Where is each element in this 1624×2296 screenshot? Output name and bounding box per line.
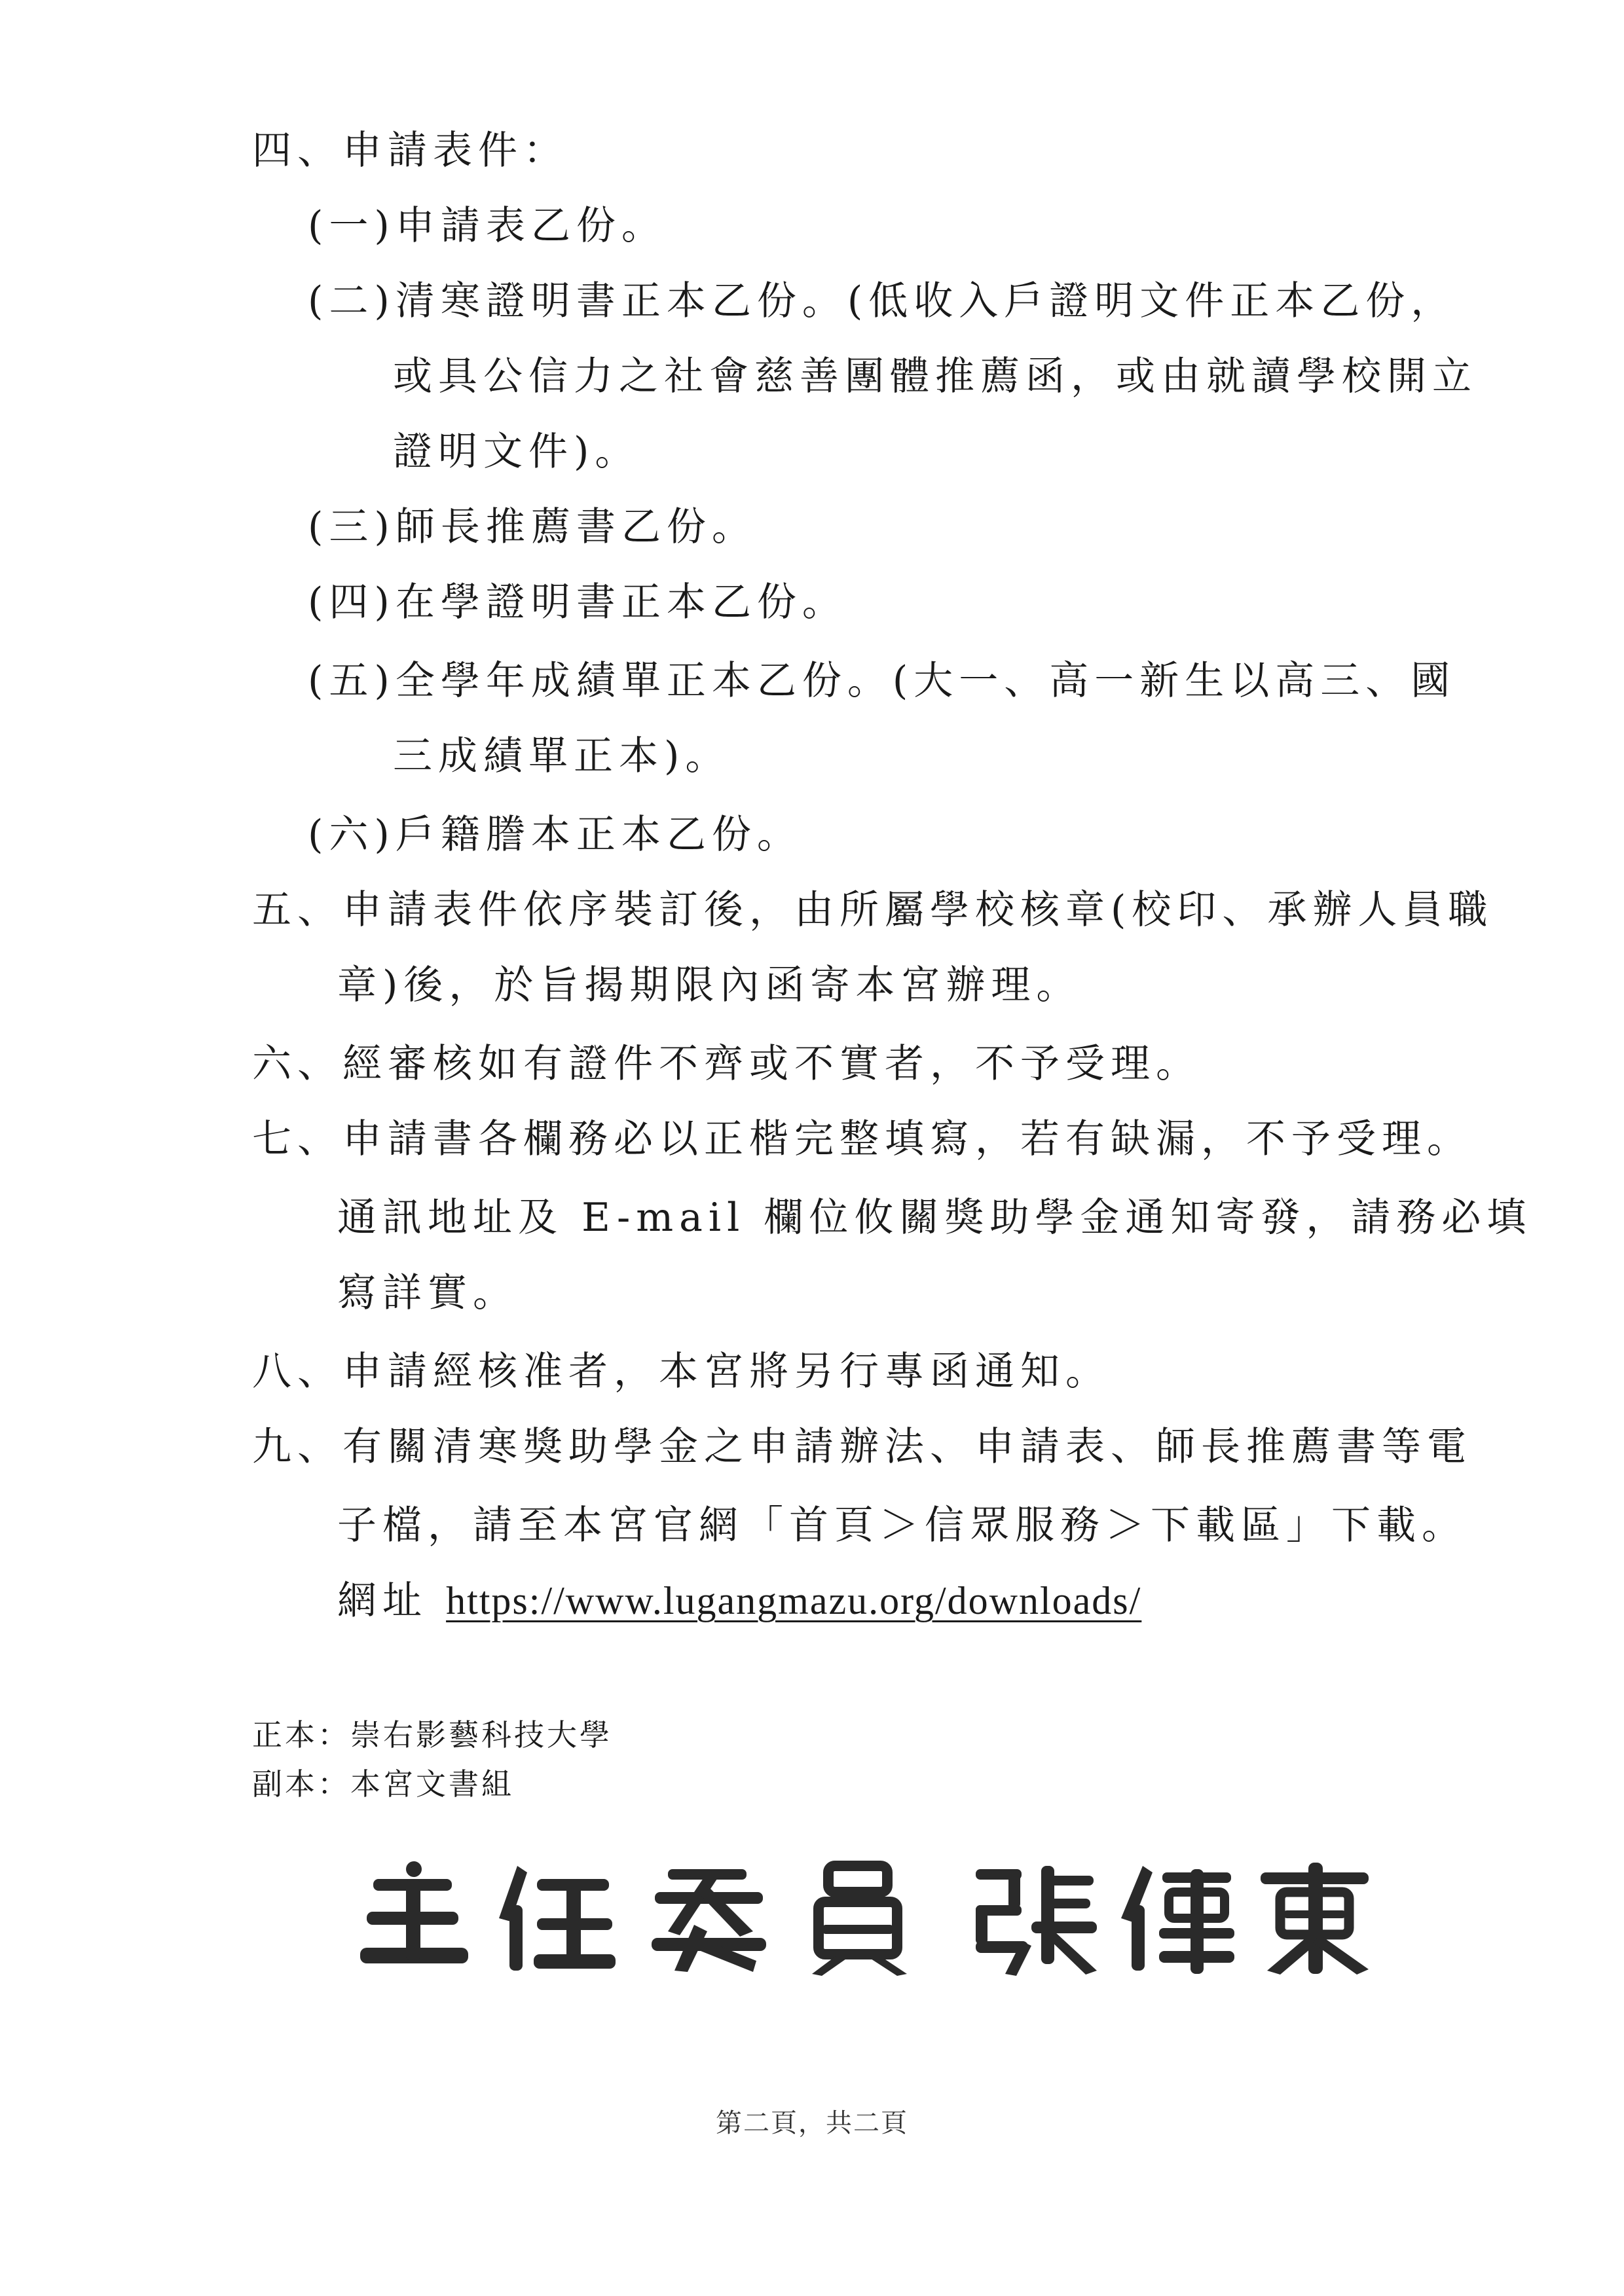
item-seven-line3: 寫詳實。 [337, 1270, 518, 1316]
original-recipient: 正本：崇右影藝科技大學 [252, 1717, 612, 1753]
item-nine-line2: 子檔，請至本宮官網「首頁＞信眾服務＞下載區」下載。 [337, 1503, 1467, 1548]
copy-recipient: 副本：本宮文書組 [252, 1766, 514, 1802]
item-four-sub3: (三)師長推薦書乙份。 [308, 504, 757, 550]
item-four-sub6: (六)戶籍謄本正本乙份。 [308, 812, 802, 858]
item-four-sub2-line3: 證明文件)。 [393, 429, 640, 475]
item-four-sub2-line1: (二)清寒證明書正本乙份。(低收入戶證明文件正本乙份， [308, 278, 1456, 324]
item-four-sub5-line2: 三成績單正本)。 [393, 733, 731, 779]
item-eight-line1: 八、申請經核准者，本宮將另行專函通知。 [252, 1349, 1111, 1394]
item-four-sub5-line1: (五)全學年成績單正本乙份。(大一、高一新生以高三、國 [308, 658, 1456, 704]
item-six-line1: 六、經審核如有證件不齊或不實者，不予受理。 [252, 1041, 1201, 1087]
item-five-line2: 章)後，於旨揭期限內函寄本宮辦理。 [337, 962, 1082, 1008]
item-four-sub2-line2: 或具公信力之社會慈善團體推薦函，或由就讀學校開立 [393, 354, 1477, 399]
download-url-link[interactable]: https://www.lugangmazu.org/downloads/ [446, 1579, 1142, 1622]
item-four-heading: 四、申請表件： [252, 128, 568, 173]
item-four-sub4: (四)在學證明書正本乙份。 [308, 579, 847, 625]
signature-text: 主任委員 張偉東 [354, 1859, 359, 1860]
page-number: 第二頁，共二頁 [716, 2108, 908, 2138]
item-nine-line1: 九、有關清寒獎助學金之申請辦法、申請表、師長推薦書等電 [252, 1424, 1472, 1470]
item-seven-line1: 七、申請書各欄務必以正楷完整填寫，若有缺漏，不予受理。 [252, 1116, 1472, 1162]
item-four-sub1: (一)申請表乙份。 [308, 203, 667, 249]
url-prefix: 網址 [337, 1578, 428, 1624]
item-five-line1: 五、申請表件依序裝訂後，由所屬學校核章(校印、承辦人員職 [252, 887, 1494, 933]
item-seven-line2: 通訊地址及 E-mail 欄位攸關獎助學金通知寄發，請務必填 [337, 1195, 1532, 1241]
signature-calligraphy [354, 1859, 1375, 1977]
item-nine-line3 [337, 1575, 1141, 1627]
